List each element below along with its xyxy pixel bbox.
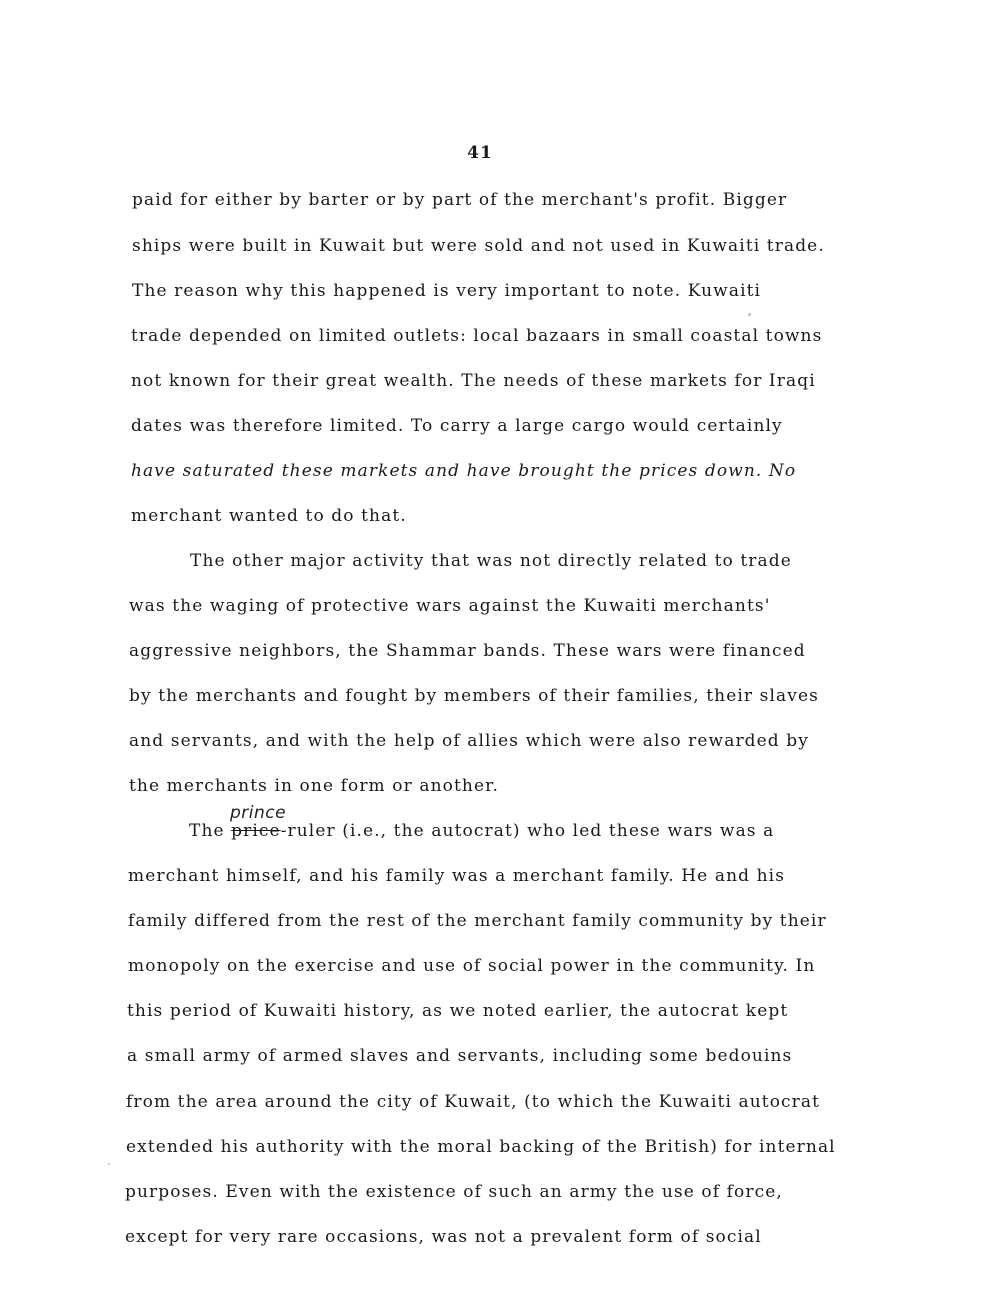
text-line: have saturated these markets and have brought the prices down. No xyxy=(131,461,797,481)
text-line: and servants, and with the help of allies which were also rewarded by xyxy=(129,731,809,751)
struck-word: price xyxy=(231,821,281,841)
text-line: purposes. Even with the existence of such an army the use of force, xyxy=(125,1182,783,1202)
text-segment: The xyxy=(189,821,232,841)
scan-speck xyxy=(108,1163,110,1165)
text-line: The other major activity that was not directly related to trade xyxy=(190,551,792,571)
handwritten-correction: prince xyxy=(230,803,287,823)
text-line: was the waging of protective wars against the Kuwaiti merchants' xyxy=(129,596,771,616)
text-line: paid for either by barter or by part of the merchant's profit. Bigger xyxy=(132,190,788,210)
text-line: family differed from the rest of the merchant family community by their xyxy=(128,911,827,931)
text-segment: -ruler (i.e., the autocrat) who led these wars was a xyxy=(280,821,775,841)
text-line: the merchants in one form or another. xyxy=(129,776,499,796)
text-line: trade depended on limited outlets: local bazaars in small coastal towns xyxy=(131,326,823,346)
text-line: this period of Kuwaiti history, as we noted earlier, the autocrat kept xyxy=(127,1001,789,1021)
text-line-with-correction xyxy=(189,821,774,841)
text-line: a small army of armed slaves and servants, including some bedouins xyxy=(127,1046,793,1066)
text-line: dates was therefore limited. To carry a large cargo would certainly xyxy=(131,416,783,436)
text-line: extended his authority with the moral backing of the British) for internal xyxy=(126,1137,836,1157)
text-line: ships were built in Kuwait but were sold and not used in Kuwaiti trade. xyxy=(132,236,825,256)
text-line: aggressive neighbors, the Shammar bands. These wars were financed xyxy=(129,641,806,661)
text-line: by the merchants and fought by members of their families, their slaves xyxy=(129,686,819,706)
text-line: merchant wanted to do that. xyxy=(131,506,407,526)
text-line: monopoly on the exercise and use of social power in the community. In xyxy=(128,956,816,976)
text-line: The reason why this happened is very important to note. Kuwaiti xyxy=(132,281,762,301)
text-line: from the area around the city of Kuwait, (to which the Kuwaiti autocrat xyxy=(126,1092,821,1112)
text-line: not known for their great wealth. The needs of these markets for Iraqi xyxy=(131,371,816,391)
text-line: merchant himself, and his family was a merchant family. He and his xyxy=(128,866,786,886)
text-line: except for very rare occasions, was not a prevalent form of social xyxy=(125,1227,762,1247)
scan-speck xyxy=(748,313,751,316)
page-number: 41 xyxy=(467,143,493,163)
